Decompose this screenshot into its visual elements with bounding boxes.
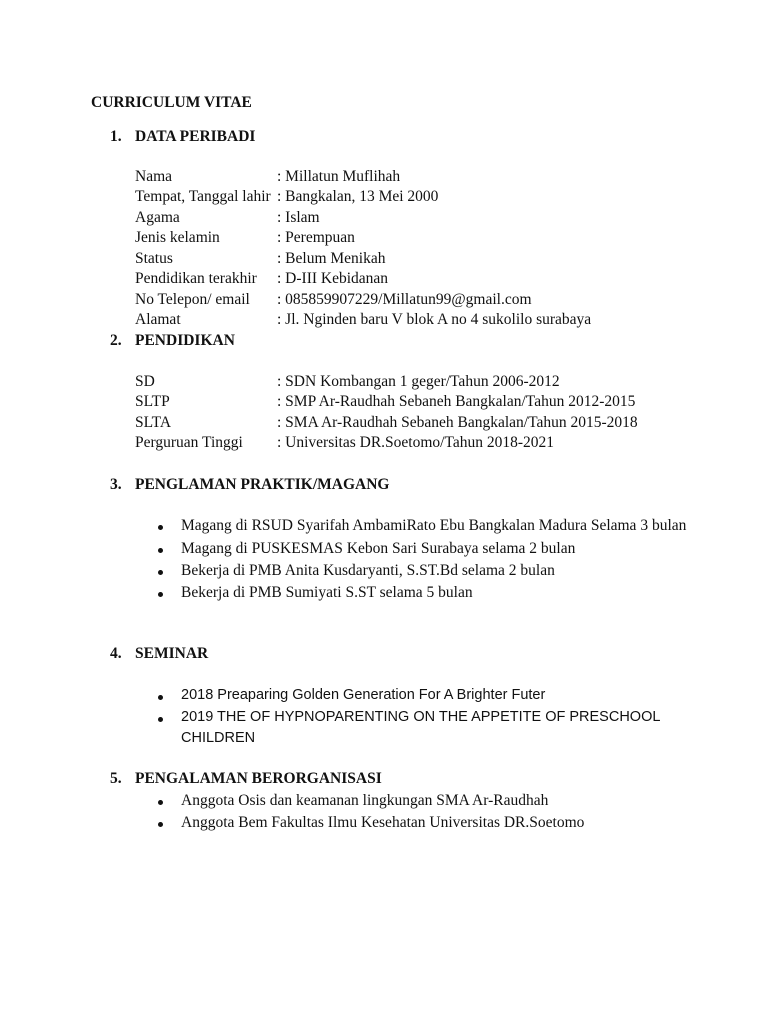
section-title: PENGLAMAN PRAKTIK/MAGANG [135, 476, 390, 493]
field-label: Nama [135, 168, 173, 185]
field-value: : Universitas DR.Soetomo/Tahun 2018-2021 [277, 434, 555, 451]
field-label: Status [135, 250, 173, 267]
list-item-text: 2019 THE OF HYPNOPARENTING ON THE APPETITE OF PRESCHOOL [181, 709, 661, 725]
list-item-text: Anggota Bem Fakultas Ilmu Kesehatan Universitas DR.Soetomo [181, 814, 585, 831]
list-item-text: Bekerja di PMB Sumiyati S.ST selama 5 bulan [181, 584, 473, 601]
bullet-icon [158, 548, 163, 553]
bullet-icon [158, 695, 163, 700]
field-value: : Perempuan [277, 229, 355, 246]
bullet-icon [158, 822, 163, 827]
section-title: PENGALAMAN BERORGANISASI [135, 770, 382, 787]
section-title: DATA PERIBADI [135, 128, 256, 145]
field-label: Perguruan Tinggi [135, 434, 243, 451]
bullet-icon [158, 717, 163, 722]
list-item-text: Magang di RSUD Syarifah AmbamiRato Ebu Bangkalan Madura Selama 3 bulan [181, 517, 687, 534]
field-value: : SMP Ar-Raudhah Sebaneh Bangkalan/Tahun 2012-2015 [277, 393, 636, 410]
field-label: Alamat [135, 311, 181, 328]
field-label: No Telepon/ email [135, 291, 250, 308]
list-item-text: Anggota Osis dan keamanan lingkungan SMA Ar-Raudhah [181, 792, 549, 809]
field-label: Pendidikan terakhir [135, 270, 257, 287]
bullet-icon [158, 592, 163, 597]
field-value: : D-III Kebidanan [277, 270, 389, 287]
section-number: 4. [110, 645, 122, 662]
bullet-icon [158, 525, 163, 530]
field-value: : Bangkalan, 13 Mei 2000 [277, 188, 439, 205]
list-item-text: 2018 Preaparing Golden Generation For A Brighter Futer [181, 687, 546, 703]
field-label: SLTP [135, 393, 170, 410]
section-heading-data-pribadi [110, 128, 255, 146]
section-heading-organisasi [110, 770, 382, 788]
field-label: Jenis kelamin [135, 229, 220, 246]
field-value: : SDN Kombangan 1 geger/Tahun 2006-2012 [277, 373, 560, 390]
section-number: 3. [110, 476, 122, 493]
field-value: : Belum Menikah [277, 250, 386, 267]
section-number: 1. [110, 128, 122, 145]
field-label: Agama [135, 209, 180, 226]
list-item-continuation: CHILDREN [181, 730, 256, 746]
list-item-text: Magang di PUSKESMAS Kebon Sari Surabaya selama 2 bulan [181, 540, 576, 557]
bullet-icon [158, 570, 163, 575]
field-value: : Millatun Muflihah [277, 168, 401, 185]
field-value: : Islam [277, 209, 320, 226]
document-title: CURRICULUM VITAE [91, 94, 252, 111]
section-number: 2. [110, 332, 122, 349]
field-value: : 085859907229/Millatun99@gmail.com [277, 291, 532, 308]
field-value: : Jl. Nginden baru V blok A no 4 sukolilo surabaya [277, 311, 592, 328]
section-heading-praktik [110, 476, 389, 494]
field-label: SLTA [135, 414, 172, 431]
list-item-text: Bekerja di PMB Anita Kusdaryanti, S.ST.Bd selama 2 bulan [181, 562, 555, 579]
section-title: PENDIDIKAN [135, 332, 235, 349]
section-heading-seminar [110, 645, 208, 663]
section-heading-pendidikan [110, 332, 235, 350]
bullet-icon [158, 800, 163, 805]
section-title: SEMINAR [135, 645, 209, 662]
section-number: 5. [110, 770, 122, 787]
field-label: SD [135, 373, 155, 390]
field-label: Tempat, Tanggal lahir [135, 188, 271, 205]
field-value: : SMA Ar-Raudhah Sebaneh Bangkalan/Tahun 2015-2018 [277, 414, 638, 431]
